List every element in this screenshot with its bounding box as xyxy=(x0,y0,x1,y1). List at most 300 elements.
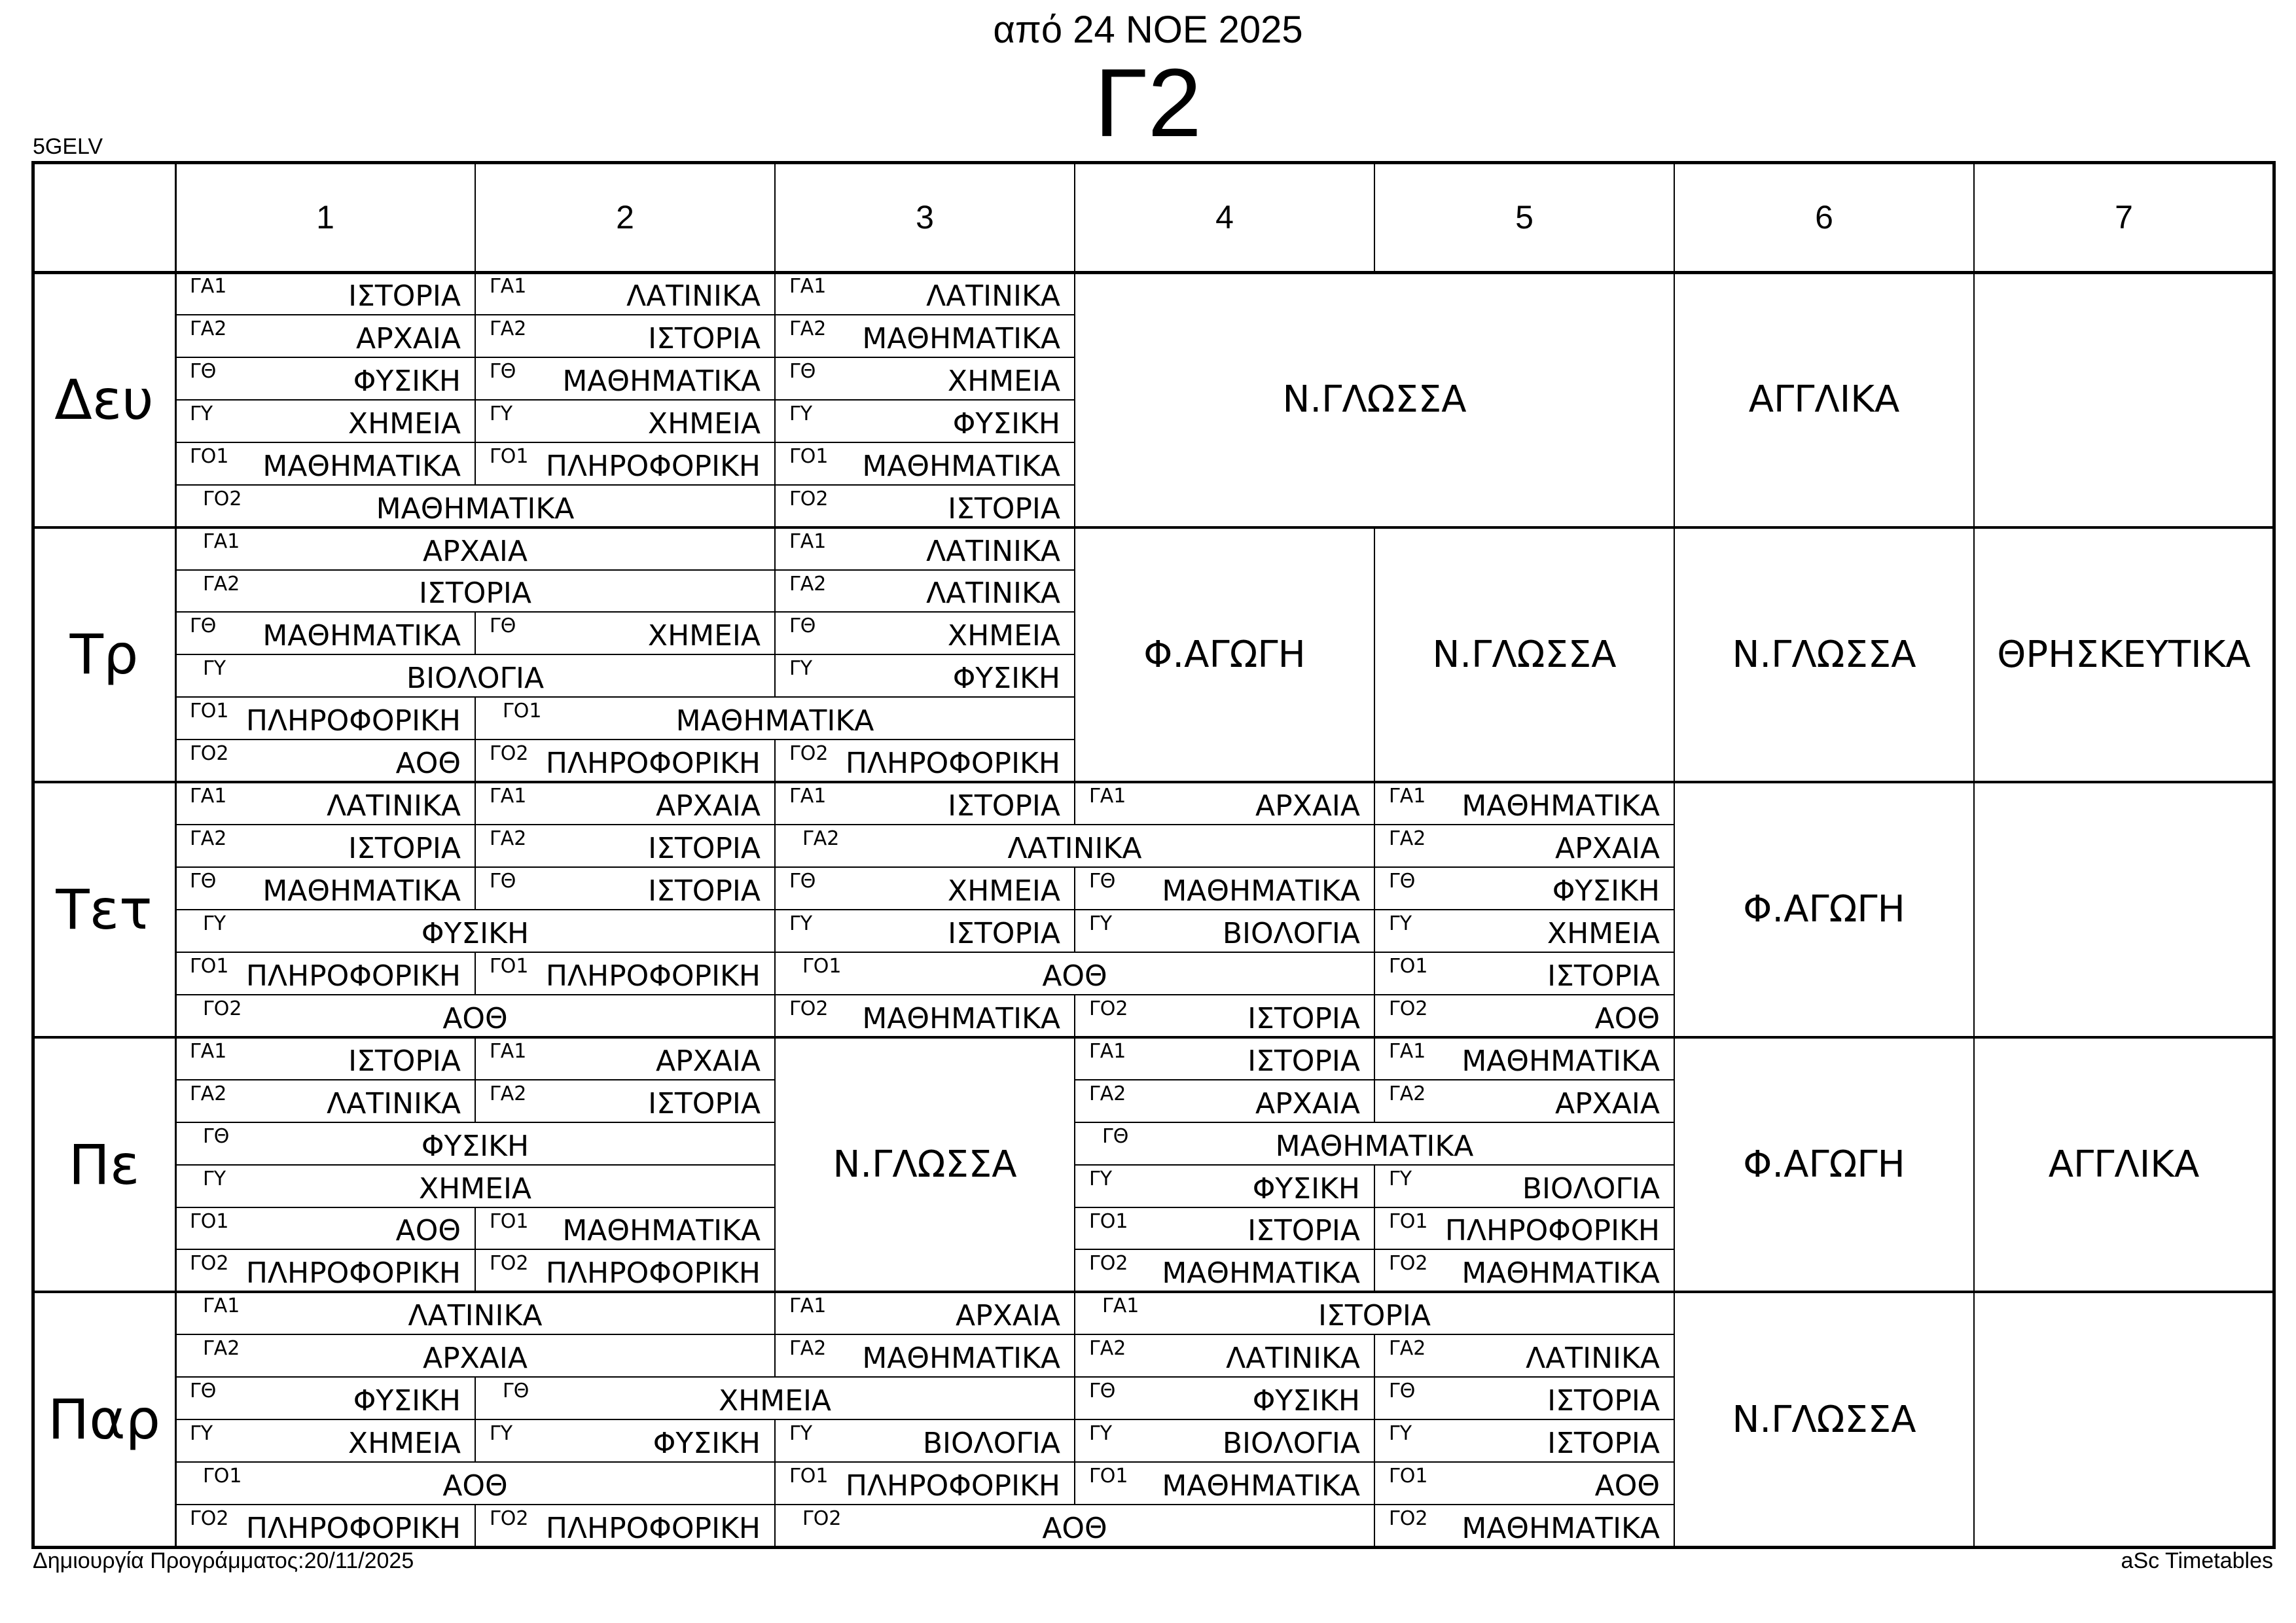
timetable-date: από 24 ΝΟΕ 2025 xyxy=(993,9,1303,51)
group-code: ΓΑ2 xyxy=(1089,1082,1126,1105)
group-lesson xyxy=(175,400,475,442)
grid-line xyxy=(774,781,776,825)
group-lesson xyxy=(775,357,1075,400)
subject-name: ΑΡΧΑΙΑ xyxy=(656,1044,761,1078)
grid-line xyxy=(475,866,476,910)
grid-line xyxy=(31,781,2275,783)
group-code: ΓΑ1 xyxy=(789,785,827,808)
grid-line xyxy=(475,1504,776,1505)
group-lesson xyxy=(1075,782,1374,825)
grid-line xyxy=(1374,824,1375,868)
grid-line xyxy=(175,1079,476,1080)
group-code: ΓΑ2 xyxy=(789,1337,827,1361)
group-lesson xyxy=(775,1462,1075,1505)
group-lesson xyxy=(1374,1165,1674,1207)
group-code: ΓΑ2 xyxy=(490,317,527,340)
group-lesson xyxy=(1374,1377,1674,1419)
subject-name: ΠΛΗΡΟΦΟΡΙΚΗ xyxy=(545,747,761,781)
group-lesson xyxy=(475,1080,775,1122)
subject-name: ΜΑΘΗΜΑΤΙΚΑ xyxy=(562,364,761,398)
group-code: ΓΑ1 xyxy=(490,275,527,298)
grid-line xyxy=(1074,1419,1075,1463)
group-code: ΓΥ xyxy=(1389,1422,1412,1446)
group-code: ΓΘ xyxy=(203,1124,230,1148)
grid-line xyxy=(1074,994,1375,995)
group-code: ΓΑ2 xyxy=(190,827,227,851)
group-code: ΓΑ2 xyxy=(1089,1337,1126,1361)
grid-line xyxy=(1973,1291,1975,1548)
subject-name: ΙΣΤΟΡΙΑ xyxy=(348,279,461,313)
group-lesson xyxy=(1075,1207,1374,1250)
group-code: ΓΥ xyxy=(203,657,226,681)
group-code: ΓΑ2 xyxy=(203,572,240,596)
subject-name: ΦΥΣΙΚΗ xyxy=(952,406,1060,440)
grid-line xyxy=(1074,1461,1375,1463)
group-lesson xyxy=(775,315,1075,357)
grid-line xyxy=(475,1376,476,1420)
group-code: ΓΑ1 xyxy=(1089,785,1126,808)
grid-line xyxy=(774,654,1075,655)
subject-name: ΙΣΤΟΡΙΑ xyxy=(1318,1299,1431,1333)
day-label: Πε xyxy=(68,1132,140,1197)
subject-name: ΒΙΟΛΟΓΙΑ xyxy=(1222,1427,1360,1461)
group-lesson xyxy=(775,1334,1075,1377)
group-lesson xyxy=(475,1037,775,1080)
group-code: ΓΥ xyxy=(203,1167,226,1190)
group-lesson xyxy=(1075,995,1374,1037)
grid-line xyxy=(774,1291,776,1335)
grid-line xyxy=(1374,1504,1375,1548)
group-code: ΓΟ1 xyxy=(1089,1465,1128,1488)
subject-name: ΜΑΘΗΜΑΤΙΚΑ xyxy=(1162,1257,1360,1291)
group-code: ΓΥ xyxy=(1089,1167,1113,1190)
group-lesson xyxy=(775,952,1374,995)
grid-line xyxy=(774,442,1075,443)
group-lesson xyxy=(1374,1462,1674,1505)
group-code: ΓΟ1 xyxy=(1389,1209,1428,1233)
grid-line xyxy=(1074,1164,1075,1208)
grid-line xyxy=(774,527,776,571)
group-lesson xyxy=(1374,952,1674,995)
grid-line xyxy=(175,696,476,698)
group-code: ΓΟ1 xyxy=(789,444,829,468)
grid-line xyxy=(1374,909,1375,953)
grid-line xyxy=(475,442,776,443)
subject-name: ΑΟΘ xyxy=(395,747,461,781)
grid-line xyxy=(774,484,1075,486)
grid-line xyxy=(1374,1207,1675,1208)
group-code: ΓΥ xyxy=(789,912,813,935)
grid-line xyxy=(475,357,476,401)
grid-line xyxy=(175,484,776,486)
group-code: ΓΥ xyxy=(1089,912,1113,935)
grid-line xyxy=(475,611,776,613)
subject-name: ΦΥΣΙΚΗ xyxy=(421,916,529,950)
group-code: ΓΟ2 xyxy=(190,742,229,766)
grid-line xyxy=(1074,909,1075,953)
group-lesson xyxy=(1374,910,1674,952)
subject-name: ΜΑΘΗΜΑΤΙΚΑ xyxy=(1162,874,1360,908)
grid-line xyxy=(774,569,776,613)
grid-line xyxy=(175,739,476,740)
grid-line xyxy=(1374,1419,1375,1463)
subject-name: ΠΛΗΡΟΦΟΡΙΚΗ xyxy=(245,959,461,993)
group-lesson xyxy=(775,995,1075,1037)
grid-line xyxy=(175,1164,776,1166)
grid-line xyxy=(175,1419,476,1420)
subject-name: ΠΛΗΡΟΦΟΡΙΚΗ xyxy=(545,1257,761,1291)
group-code: ΓΑ1 xyxy=(203,529,240,553)
subject-name: ΛΑΤΙΝΙΚΑ xyxy=(1007,832,1142,866)
day-label: Δευ xyxy=(54,367,154,432)
grid-line xyxy=(1674,272,1675,528)
group-code: ΓΘ xyxy=(1089,870,1116,893)
grid-line xyxy=(1074,952,1375,953)
group-code: ΓΑ2 xyxy=(789,317,827,340)
subject-name: ΑΟΘ xyxy=(395,1214,461,1248)
subject-name: ΙΣΤΟΡΙΑ xyxy=(1547,1427,1660,1461)
group-lesson xyxy=(175,654,775,697)
grid-line xyxy=(1074,1037,1075,1080)
grid-line xyxy=(1374,952,1675,953)
group-lesson xyxy=(1075,1292,1674,1334)
grid-line xyxy=(774,866,776,910)
group-code: ΓΑ2 xyxy=(190,1082,227,1105)
grid-line xyxy=(774,1037,776,1293)
group-lesson xyxy=(175,1419,475,1462)
group-code: ΓΑ1 xyxy=(490,785,527,808)
grid-line xyxy=(774,314,776,358)
grid-line xyxy=(175,866,476,868)
grid-line xyxy=(774,1334,776,1378)
grid-line xyxy=(31,161,35,1549)
grid-line xyxy=(475,272,476,315)
grid-line xyxy=(1074,1207,1075,1251)
grid-line xyxy=(1674,162,1675,273)
grid-line xyxy=(475,399,476,443)
group-lesson xyxy=(175,1165,775,1207)
grid-line xyxy=(1374,1376,1675,1378)
period-header: 1 xyxy=(316,199,334,236)
grid-line xyxy=(1074,909,1375,910)
subject-name: ΧΗΜΕΙΑ xyxy=(647,406,761,440)
subject-block: Ν.ΓΛΩΣΣΑ xyxy=(1282,378,1467,421)
grid-line xyxy=(774,1334,1075,1335)
subject-name: ΜΑΘΗΜΑΤΙΚΑ xyxy=(262,449,461,483)
group-lesson xyxy=(775,654,1075,697)
group-code: ΓΥ xyxy=(190,402,213,425)
grid-line xyxy=(1374,824,1675,825)
group-code: ΓΥ xyxy=(1389,912,1412,935)
grid-line xyxy=(1674,1291,1675,1548)
subject-name: ΙΣΤΟΡΙΑ xyxy=(348,832,461,866)
subject-name: ΠΛΗΡΟΦΟΡΙΚΗ xyxy=(245,704,461,738)
period-header: 5 xyxy=(1515,199,1534,236)
subject-name: ΙΣΤΟΡΙΑ xyxy=(1247,1214,1360,1248)
group-code: ΓΟ1 xyxy=(490,1209,529,1233)
subject-name: ΙΣΤΟΡΙΑ xyxy=(648,321,761,355)
grid-line xyxy=(1074,1079,1375,1080)
group-lesson xyxy=(475,697,1075,740)
subject-block: Ν.ΓΛΩΣΣΑ xyxy=(833,1143,1017,1186)
subject-name: ΑΟΘ xyxy=(1042,959,1107,993)
grid-line xyxy=(475,866,776,868)
group-code: ΓΑ2 xyxy=(1389,827,1426,851)
day-label: Τρ xyxy=(69,622,139,687)
group-code: ΓΟ1 xyxy=(802,954,842,978)
grid-line xyxy=(475,1504,476,1548)
subject-name: ΛΑΤΙΝΙΚΑ xyxy=(327,789,461,823)
group-code: ΓΟ2 xyxy=(1389,1507,1428,1531)
group-lesson xyxy=(475,1249,775,1292)
grid-line xyxy=(475,1249,476,1293)
group-lesson xyxy=(1374,867,1674,910)
grid-line xyxy=(475,739,476,783)
group-code: ΓΘ xyxy=(1389,870,1416,893)
subject-name: ΦΥΣΙΚΗ xyxy=(653,1427,761,1461)
grid-line xyxy=(774,994,776,1038)
subject-name: ΑΟΘ xyxy=(1042,1511,1107,1545)
group-code: ΓΑ1 xyxy=(190,275,227,298)
subject-name: ΧΗΜΕΙΑ xyxy=(418,1171,532,1205)
group-code: ΓΟ2 xyxy=(490,1507,529,1531)
subject-block: ΑΓΓΛΙΚΑ xyxy=(1748,378,1900,421)
group-lesson xyxy=(175,1505,475,1547)
group-lesson xyxy=(1075,1037,1374,1080)
subject-name: ΑΡΧΑΙΑ xyxy=(423,534,528,568)
group-lesson xyxy=(175,1249,475,1292)
grid-line xyxy=(2272,161,2276,1549)
group-lesson xyxy=(1075,1377,1374,1419)
subject-name: ΦΥΣΙΚΗ xyxy=(952,662,1060,696)
grid-line xyxy=(1374,1376,1375,1420)
grid-line xyxy=(1074,866,1375,868)
subject-name: ΜΑΘΗΜΑΤΙΚΑ xyxy=(1462,1257,1660,1291)
grid-line xyxy=(475,1079,776,1080)
group-lesson xyxy=(1374,825,1674,867)
subject-name: ΠΛΗΡΟΦΟΡΙΚΗ xyxy=(545,449,761,483)
subject-name: ΜΑΘΗΜΑΤΙΚΑ xyxy=(1462,789,1660,823)
subject-name: ΧΗΜΕΙΑ xyxy=(647,619,761,653)
subject-name: ΜΑΘΗΜΑΤΙΚΑ xyxy=(262,619,461,653)
group-lesson xyxy=(175,485,775,527)
group-lesson xyxy=(775,442,1075,485)
group-lesson xyxy=(775,527,1075,570)
group-code: ΓΥ xyxy=(1389,1167,1412,1190)
group-code: ΓΑ1 xyxy=(1102,1294,1139,1318)
subject-name: ΦΥΣΙΚΗ xyxy=(353,1384,461,1418)
subject-name: ΑΡΧΑΙΑ xyxy=(423,1342,528,1376)
grid-line xyxy=(774,1461,1075,1463)
grid-line xyxy=(1374,866,1675,868)
group-code: ΓΑ1 xyxy=(789,529,827,553)
group-lesson xyxy=(775,740,1075,782)
group-lesson xyxy=(175,1334,775,1377)
group-code: ΓΑ1 xyxy=(1389,1039,1426,1063)
subject-name: ΑΡΧΑΙΑ xyxy=(1555,832,1660,866)
subject-name: ΙΣΤΟΡΙΑ xyxy=(948,789,1060,823)
group-lesson xyxy=(475,400,775,442)
group-code: ΓΑ1 xyxy=(190,1039,227,1063)
group-lesson xyxy=(175,527,775,570)
group-code: ΓΟ1 xyxy=(490,444,529,468)
grid-line xyxy=(1074,272,1075,528)
grid-line xyxy=(774,739,776,783)
group-code: ΓΘ xyxy=(190,359,217,383)
subject-name: ΠΛΗΡΟΦΟΡΙΚΗ xyxy=(245,1257,461,1291)
group-code: ΓΑ2 xyxy=(190,317,227,340)
group-lesson xyxy=(175,570,775,613)
grid-line xyxy=(475,357,776,358)
group-lesson xyxy=(175,782,475,825)
group-lesson xyxy=(1075,1122,1674,1165)
group-code: ΓΟ2 xyxy=(802,1507,842,1531)
grid-line xyxy=(1374,994,1375,1038)
grid-line xyxy=(1074,1291,1075,1335)
group-code: ΓΥ xyxy=(789,1422,813,1446)
grid-line xyxy=(1374,909,1675,910)
group-code: ΓΟ2 xyxy=(1389,997,1428,1020)
group-lesson xyxy=(775,612,1075,654)
grid-line xyxy=(1374,994,1675,995)
group-code: ΓΘ xyxy=(190,615,217,638)
subject-name: ΙΣΤΟΡΙΑ xyxy=(1547,959,1660,993)
group-lesson xyxy=(175,357,475,400)
group-code: ΓΑ2 xyxy=(789,572,827,596)
subject-name: ΒΙΟΛΟΓΙΑ xyxy=(1222,916,1360,950)
grid-line xyxy=(1374,781,1375,825)
subject-name: ΛΑΤΙΝΙΚΑ xyxy=(626,279,761,313)
group-code: ΓΟ2 xyxy=(1089,1252,1128,1275)
group-lesson xyxy=(775,782,1075,825)
grid-line xyxy=(175,569,776,571)
software-credit: aSc Timetables xyxy=(2121,1548,2273,1573)
school-code: 5GELV xyxy=(33,134,103,159)
group-lesson xyxy=(475,272,775,315)
group-code: ΓΘ xyxy=(789,615,816,638)
grid-line xyxy=(175,952,776,953)
subject-name: ΜΑΘΗΜΑΤΙΚΑ xyxy=(1462,1511,1660,1545)
group-code: ΓΘ xyxy=(1102,1124,1129,1148)
group-lesson xyxy=(475,1419,775,1462)
grid-line xyxy=(31,526,2275,529)
subject-name: ΑΡΧΑΙΑ xyxy=(956,1299,1060,1333)
grid-line xyxy=(774,1461,776,1505)
group-lesson xyxy=(175,952,475,995)
group-code: ΓΟ1 xyxy=(1389,954,1428,978)
group-code: ΓΥ xyxy=(203,912,226,935)
group-lesson xyxy=(1075,1249,1374,1292)
grid-line xyxy=(1074,1376,1375,1378)
grid-line xyxy=(475,1037,476,1080)
grid-line xyxy=(774,357,1075,358)
group-code: ΓΘ xyxy=(190,870,217,893)
grid-line xyxy=(31,161,2276,164)
group-code: ΓΑ1 xyxy=(490,1039,527,1063)
subject-name: ΠΛΗΡΟΦΟΡΙΚΗ xyxy=(545,959,761,993)
grid-line xyxy=(774,1376,1075,1378)
day-label: Τετ xyxy=(56,877,152,942)
group-lesson xyxy=(1075,1419,1374,1462)
group-lesson xyxy=(475,740,775,782)
grid-line xyxy=(31,1036,2275,1039)
period-header: 2 xyxy=(616,199,634,236)
grid-line xyxy=(774,654,776,698)
grid-line xyxy=(1074,1504,1375,1505)
grid-line xyxy=(1074,1079,1075,1123)
grid-line xyxy=(774,611,1075,613)
group-code: ΓΟ2 xyxy=(789,487,829,510)
subject-name: ΛΑΤΙΝΙΚΑ xyxy=(327,1086,461,1120)
subject-name: ΑΟΘ xyxy=(1594,1001,1660,1035)
group-code: ΓΟ2 xyxy=(490,1252,529,1275)
group-code: ΓΥ xyxy=(789,402,813,425)
group-lesson xyxy=(1075,867,1374,910)
grid-line xyxy=(1674,527,1675,783)
subject-name: ΠΛΗΡΟΦΟΡΙΚΗ xyxy=(545,1511,761,1545)
group-code: ΓΑ1 xyxy=(789,1294,827,1318)
grid-line xyxy=(1374,1037,1375,1080)
subject-block xyxy=(1974,272,2274,527)
group-code: ΓΘ xyxy=(490,870,516,893)
group-code: ΓΑ2 xyxy=(1389,1337,1426,1361)
group-lesson xyxy=(475,315,775,357)
group-lesson xyxy=(475,867,775,910)
group-lesson xyxy=(775,1505,1374,1547)
grid-line xyxy=(31,271,2276,274)
group-code: ΓΟ2 xyxy=(789,997,829,1020)
group-code: ΓΟ2 xyxy=(203,487,242,510)
group-code: ΓΟ2 xyxy=(1389,1252,1428,1275)
group-code: ΓΥ xyxy=(190,1422,213,1446)
subject-name: ΧΗΜΕΙΑ xyxy=(348,1427,461,1461)
subject-name: ΧΗΜΕΙΑ xyxy=(947,874,1060,908)
group-lesson xyxy=(1075,1334,1374,1377)
grid-line xyxy=(31,1291,2275,1293)
subject-block: ΘΡΗΣΚΕΥΤΙΚΑ xyxy=(1997,633,2251,676)
subject-block: Φ.ΑΓΩΓΗ xyxy=(1743,1143,1905,1186)
group-code: ΓΟ1 xyxy=(490,954,529,978)
group-code: ΓΘ xyxy=(789,359,816,383)
subject-block: ΑΓΓΛΙΚΑ xyxy=(2048,1143,2200,1186)
group-code: ΓΑ2 xyxy=(802,827,840,851)
group-lesson xyxy=(475,782,775,825)
subject-name: ΑΟΘ xyxy=(442,1001,508,1035)
subject-name: ΜΑΘΗΜΑΤΙΚΑ xyxy=(1462,1044,1660,1078)
group-lesson xyxy=(175,1462,775,1505)
subject-name: ΙΣΤΟΡΙΑ xyxy=(648,832,761,866)
group-lesson xyxy=(175,1207,475,1250)
grid-line xyxy=(1374,1249,1675,1250)
subject-name: ΙΣΤΟΡΙΑ xyxy=(1247,1001,1360,1035)
subject-name: ΙΣΤΟΡΙΑ xyxy=(948,491,1060,526)
grid-line xyxy=(1074,994,1075,1038)
subject-name: ΦΥΣΙΚΗ xyxy=(1552,874,1660,908)
grid-line xyxy=(1374,1207,1375,1251)
grid-line xyxy=(1973,162,1975,273)
subject-name: ΛΑΤΙΝΙΚΑ xyxy=(926,279,1060,313)
group-lesson xyxy=(175,867,475,910)
group-code: ΓΑ1 xyxy=(789,275,827,298)
group-code: ΓΥ xyxy=(789,657,813,681)
subject-name: ΜΑΘΗΜΑΤΙΚΑ xyxy=(862,1001,1060,1035)
group-code: ΓΟ1 xyxy=(203,1465,242,1488)
grid-line xyxy=(175,909,776,910)
grid-line xyxy=(774,314,1075,315)
grid-line xyxy=(1973,1037,1975,1293)
grid-line xyxy=(475,442,476,486)
subject-block xyxy=(1974,782,2274,1037)
